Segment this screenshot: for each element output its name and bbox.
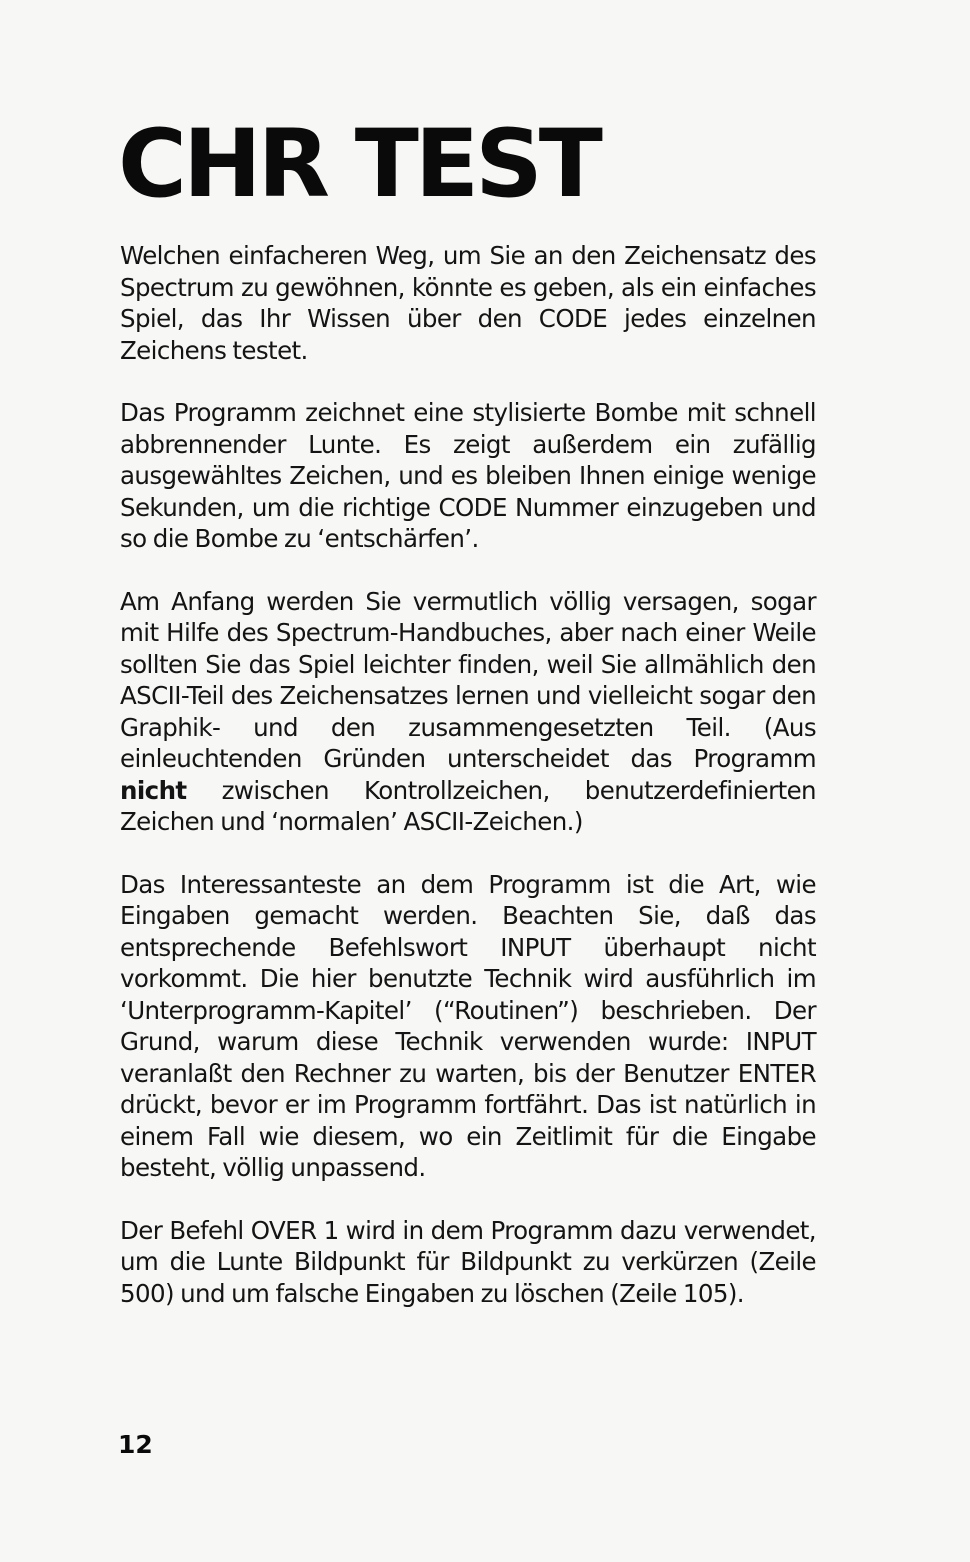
page-title: CHR TEST <box>118 110 599 219</box>
paragraph-learning-part-2: zwischen Kontrollzeichen, benutzerdefinierten Zeichen und ‘normalen’ ASCII-Zeichen.) <box>120 775 816 836</box>
paragraph-input-technique: Das Interessanteste an dem Programm ist die Art, wie Eingaben gemacht werden. Beachten Sie, daß das entsprechende Befehlswort INPUT überhaupt nicht vorkommt. Die hier benutzte Technik wird ausführlich im ‘Unterprogramm-Kapitel’ (“Routinen”) beschrieben. Der Grund, warum diese Technik verwenden wurde: INPUT veranlaßt den Rechner zu warten, bis der Benutzer ENTER drückt, bevor er im Programm fortfährt. Das ist natürlich in einem Fall wie diesem, wo ein Zeitlimit für die Eingabe besteht, völlig unpassend. <box>120 869 816 1182</box>
emphasis-nicht: nicht <box>120 775 187 805</box>
paragraph-intro: Welchen einfacheren Weg, um Sie an den Zeichensatz des Spectrum zu gewöhnen, könnte es geben, als ein einfaches Spiel, das Ihr Wissen über den CODE jedes einzelnen Zeichens testet. <box>120 241 816 365</box>
paragraph-over-command: Der Befehl OVER 1 wird in dem Programm dazu verwendet, um die Lunte Bildpunkt für Bildpunkt zu verkürzen (Zeile 500) und um falsche Eingaben zu löschen (Zeile 105). <box>120 1215 816 1308</box>
body-text <box>120 240 816 1340</box>
paragraph-learning <box>120 586 816 838</box>
page-number: 12 <box>118 1430 153 1459</box>
paragraph-program-description: Das Programm zeichnet eine stylisierte Bombe mit schnell abbrennender Lunte. Es zeigt außerdem ein zufällig ausgewähltes Zeichen, und es bleiben Ihnen einige wenige Sekunden, um die richtige CODE Nummer einzugeben und so die Bombe zu ‘entschärfen’. <box>120 398 816 553</box>
paragraph-learning-part-1: Am Anfang werden Sie vermutlich völlig versagen, sogar mit Hilfe des Spectrum-Handbuches, aber nach einer Weile sollten Sie das Spiel leichter finden, weil Sie allmählich den ASCII-Teil des Zeichensatzes lernen und vielleicht sogar den Graphik- und den zusammengesetzten Teil. (Aus einleuchtenden Gründen unterscheidet das Programm <box>120 586 816 773</box>
